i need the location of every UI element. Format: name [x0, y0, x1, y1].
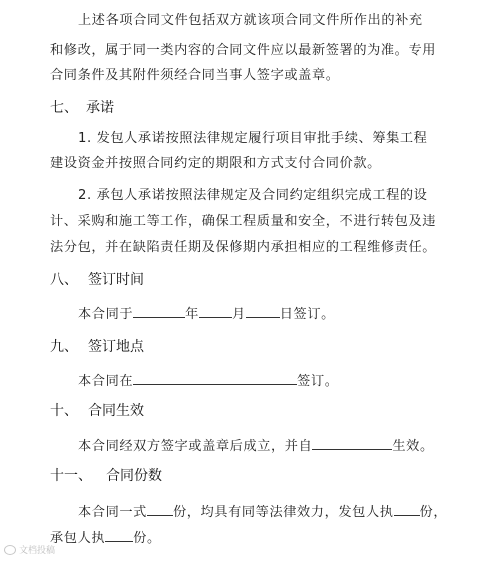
- section-9-text-b: 签订。: [297, 374, 339, 389]
- day-blank: [246, 303, 280, 318]
- contractor-copies-blank: [105, 527, 133, 542]
- section-11-text-b: 份，均具有同等法律效力，发包人执: [172, 505, 394, 520]
- section-11-text-a: 本合同一式: [78, 505, 147, 520]
- section-8-heading: [50, 270, 144, 290]
- section-11-copies-line-1: [78, 501, 447, 522]
- section-10-number: 十、: [50, 403, 78, 419]
- year-blank: [133, 303, 185, 318]
- section-10-text-b: 生效。: [392, 439, 434, 454]
- section-10-effective-line: [78, 435, 434, 456]
- section-8-text-b: 年: [185, 307, 199, 322]
- section-7-item-2-line-1: 2. 承包人承诺按照法律规定及合同约定组织完成工程的设: [78, 188, 428, 203]
- section-11-title: 合同份数: [106, 468, 162, 484]
- section-9-text-a: 本合同在: [78, 374, 134, 389]
- watermark-text: 文档投稿: [19, 546, 56, 556]
- section-8-number: 八、: [50, 272, 78, 288]
- section-7-item-1-line-1: 1. 发包人承诺按照法律规定履行项目审批手续、筹集工程: [78, 131, 428, 146]
- section-10-title: 合同生效: [88, 403, 144, 419]
- section-9-heading: [50, 337, 144, 357]
- employer-copies-blank: [394, 501, 420, 516]
- section-8-sign-date-line: [78, 303, 335, 324]
- section-11-text-c: 份，: [419, 505, 448, 520]
- watermark-logo-icon: [4, 545, 16, 555]
- section-11-copies-line-2: [50, 527, 161, 548]
- section-8-title: 签订时间: [88, 272, 144, 288]
- section-7-heading: [50, 98, 114, 118]
- intro-line-3: 合同条件及其附件须经合同当事人签字或盖章。: [50, 68, 340, 83]
- section-11-heading: [50, 466, 162, 486]
- section-7-item-2-line-3: 法分包，并在缺陷责任期及保修期内承担相应的工程维修责任。: [50, 240, 437, 255]
- section-8-text-c: 月: [231, 307, 246, 322]
- section-9-title: 签订地点: [88, 339, 144, 355]
- section-7-item-1-line-2: 建设资金并按照合同约定的期限和方式支付合同价款。: [50, 156, 381, 171]
- section-11-number: 十一、: [50, 468, 92, 484]
- section-10-text-a: 本合同经双方签字或盖章后成立，并自: [78, 439, 313, 454]
- section-7-title: 承诺: [86, 100, 114, 116]
- total-copies-blank: [147, 501, 173, 516]
- intro-line-1: 上述各项合同文件包括双方就该项合同文件所作出的补充: [78, 13, 423, 28]
- section-8-text-d: 日签订。: [279, 307, 335, 322]
- section-9-sign-place-line: [78, 370, 339, 391]
- section-10-heading: [50, 401, 144, 421]
- place-blank: [133, 370, 297, 385]
- month-blank: [199, 303, 232, 318]
- section-11-text-e: 份。: [133, 531, 161, 546]
- watermark: [4, 543, 55, 556]
- section-7-number: 七、: [50, 100, 78, 116]
- section-9-number: 九、: [50, 339, 78, 355]
- effective-date-blank: [312, 435, 392, 450]
- section-11-text-d: 承包人执: [50, 531, 106, 546]
- intro-line-2: 和修改，属于同一类内容的合同文件应以最新签署的为准。专用: [50, 43, 437, 58]
- section-8-text-a: 本合同于: [78, 307, 134, 322]
- section-7-item-2-line-2: 计、采购和施工等工作，确保工程质量和安全，不进行转包及违: [50, 214, 437, 229]
